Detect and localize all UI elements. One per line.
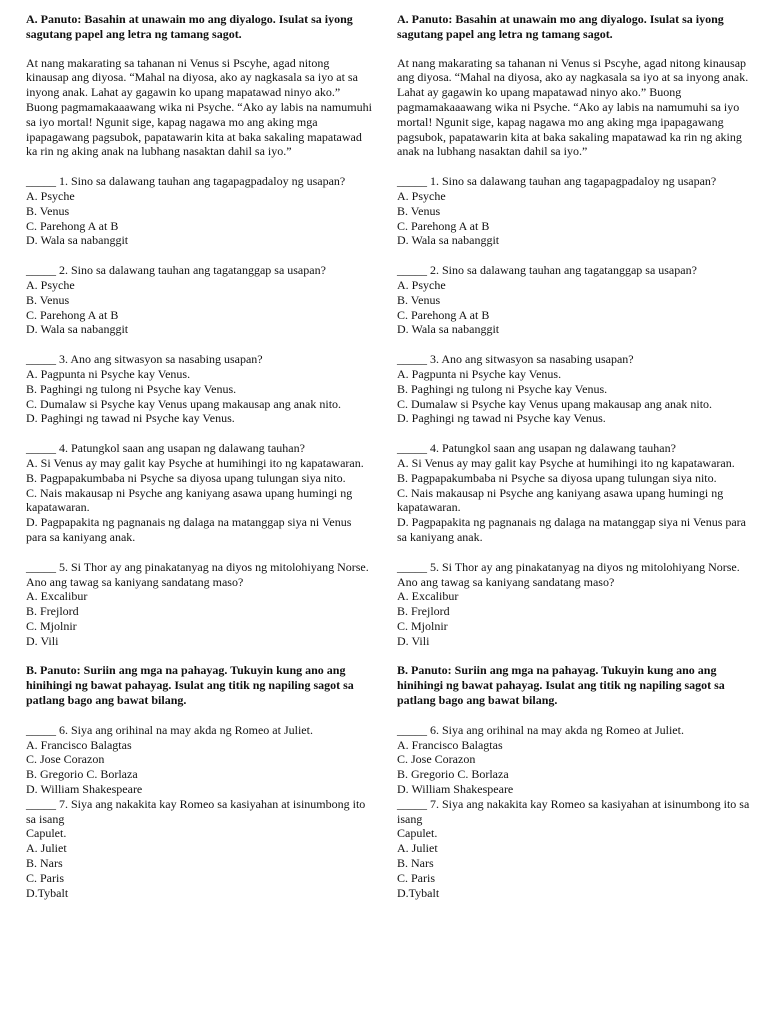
- question-7-option-a: A. Juliet: [26, 841, 67, 856]
- question-7-continuation: Capulet.: [26, 826, 67, 841]
- question-6-option-b: B. Gregorio C. Borlaza: [397, 767, 509, 782]
- question-4-option-b: B. Pagpapakumbaba ni Psyche sa diyosa upang tulungan siya nito.: [26, 470, 346, 485]
- question-1-option-a: A. Psyche: [397, 188, 446, 203]
- question-5-option-d: D. Vili: [397, 633, 430, 648]
- question-3: _____ 3. Ano ang sitwasyon sa nasabing usapan?: [26, 352, 263, 367]
- question-2-option-c: C. Parehong A at B: [26, 307, 119, 322]
- question-4-option-b: B. Pagpapakumbaba ni Psyche sa diyosa upang tulungan siya nito.: [397, 470, 717, 485]
- question-6-option-d: D. William Shakespeare: [397, 782, 514, 797]
- question-6-option-d: D. William Shakespeare: [26, 782, 143, 797]
- question-5-option-b: B. Frejlord: [397, 604, 450, 619]
- question-1: _____ 1. Sino sa dalawang tauhan ang tagapagpadaloy ng usapan?: [397, 174, 717, 189]
- worksheet-column-right: [397, 12, 755, 900]
- question-2-option-d: D. Wala sa nabanggit: [26, 322, 129, 337]
- dialogue-passage: At nang makarating sa tahanan ni Venus si Pscyhe, agad nitong kinausap ang diyosa. “Mahal na diyosa, ako ay nagkasala sa iyo at sa inyong anak. Lahat ay gagawin ko upang mapatawad ninyo ako.” Buong pagmamakaaawang wika ni Psyche. “Ako ay labis na namumuhi sa iyo mortal! Ngunit sige, kapag nagawa mo ang aking mga ipapagawang pagsubok, papatawarin kita at baka sakaling mapatawad ka rin ng aking anak na lubhang nasaktan dahil sa iyo.”: [26, 55, 372, 159]
- question-1-option-d: D. Wala sa nabanggit: [26, 233, 129, 248]
- question-2: _____ 2. Sino sa dalawang tauhan ang tagatanggap sa usapan?: [26, 263, 326, 278]
- question-6-option-a: A. Francisco Balagtas: [397, 737, 503, 752]
- question-2-option-c: C. Parehong A at B: [397, 307, 490, 322]
- question-3-option-d: D. Paghingi ng tawad ni Psyche kay Venus.: [397, 411, 606, 426]
- question-6: _____ 6. Siya ang orihinal na may akda ng Romeo at Juliet.: [397, 722, 684, 737]
- question-1-option-a: A. Psyche: [26, 188, 75, 203]
- question-7-continuation: Capulet.: [397, 826, 438, 841]
- question-3-option-b: B. Paghingi ng tulong ni Psyche kay Venus.: [26, 381, 237, 396]
- section-b-heading: B. Panuto: Suriin ang mga na pahayag. Tukuyin kung ano ang hinihingi ng bawat pahayag. Isulat ang titik ng napiling sagot sa patlang bago ang bawat bilang.: [26, 663, 354, 708]
- question-4: _____ 4. Patungkol saan ang usapan ng dalawang tauhan?: [26, 441, 305, 456]
- question-2-option-b: B. Venus: [26, 292, 70, 307]
- question-4: _____ 4. Patungkol saan ang usapan ng dalawang tauhan?: [397, 441, 676, 456]
- question-7-option-b: B. Nars: [397, 856, 434, 871]
- question-7-option-c: C. Paris: [26, 870, 65, 885]
- question-6: _____ 6. Siya ang orihinal na may akda ng Romeo at Juliet.: [26, 722, 313, 737]
- question-7-option-c: C. Paris: [397, 870, 436, 885]
- question-7-option-a: A. Juliet: [397, 841, 438, 856]
- question-2-option-d: D. Wala sa nabanggit: [397, 322, 500, 337]
- question-4-option-d: D. Pagpapakita ng pagnanais ng dalaga na matanggap siya ni Venus para sa kaniyang anak.: [397, 515, 747, 544]
- question-2-option-b: B. Venus: [397, 292, 441, 307]
- question-7-option-b: B. Nars: [26, 856, 63, 871]
- question-1-option-d: D. Wala sa nabanggit: [397, 233, 500, 248]
- question-4-option-c: C. Nais makausap ni Psyche ang kaniyang asawa upang humingi ng kapatawaran.: [26, 485, 353, 515]
- question-3: _____ 3. Ano ang sitwasyon sa nasabing usapan?: [397, 352, 634, 367]
- question-5: _____ 5. Si Thor ay ang pinakatanyag na diyos ng mitolohiyang Norse. Ano ang tawag sa kaniyang sandatang maso?: [26, 559, 369, 589]
- question-1: _____ 1. Sino sa dalawang tauhan ang tagapagpadaloy ng usapan?: [26, 174, 346, 189]
- question-2-option-a: A. Psyche: [26, 277, 75, 292]
- question-5: _____ 5. Si Thor ay ang pinakatanyag na diyos ng mitolohiyang Norse. Ano ang tawag sa kaniyang sandatang maso?: [397, 559, 740, 589]
- dialogue-passage: At nang makarating sa tahanan ni Venus si Pscyhe, agad nitong kinausap ang diyosa. “Mahal na diyosa, ako ay nagkasala sa iyo at sa inyong anak. Lahat ay gagawin ko upang mapatawad ninyo ako.” Buong pagmamakaaawang wika ni Psyche. “Ako ay labis na namumuhi sa iyo mortal! Ngunit sige, kapag nagawa mo ang aking mga ipapagawang pagsubok, papatawarin kita at baka sakaling mapatawad ka rin ng aking anak na lubhang nasaktan dahil sa iyo.”: [397, 55, 749, 159]
- question-4-option-a: A. Si Venus ay may galit kay Psyche at humihingi ito ng kapatawaran.: [397, 455, 735, 470]
- question-4-option-c: C. Nais makausap ni Psyche ang kaniyang asawa upang humingi ng kapatawaran.: [397, 485, 724, 515]
- section-a-heading: A. Panuto: Basahin at unawain mo ang diyalogo. Isulat sa iyong sagutang papel ang letra ng tamang sagot.: [397, 12, 724, 41]
- question-5-option-d: D. Vili: [26, 633, 59, 648]
- section-b-heading: B. Panuto: Suriin ang mga na pahayag. Tukuyin kung ano ang hinihingi ng bawat pahayag. Isulat ang titik ng napiling sagot sa patlang bago ang bawat bilang.: [397, 663, 725, 708]
- question-7: _____ 7. Siya ang nakakita kay Romeo sa kasiyahan at isinumbong ito sa isang: [26, 796, 366, 826]
- question-5-option-a: A. Excalibur: [26, 589, 88, 604]
- question-3-option-a: A. Pagpunta ni Psyche kay Venus.: [397, 366, 562, 381]
- question-3-option-d: D. Paghingi ng tawad ni Psyche kay Venus.: [26, 411, 235, 426]
- question-6-option-c: C. Jose Corazon: [26, 752, 105, 767]
- question-5-option-c: C. Mjolnir: [397, 618, 448, 633]
- question-5-option-c: C. Mjolnir: [26, 618, 77, 633]
- question-6-option-c: C. Jose Corazon: [397, 752, 476, 767]
- question-4-option-d: D. Pagpapakita ng pagnanais ng dalaga na matanggap siya ni Venus para sa kaniyang anak.: [26, 515, 352, 544]
- question-1-option-c: C. Parehong A at B: [397, 218, 490, 233]
- question-1-option-b: B. Venus: [397, 203, 441, 218]
- question-5-option-a: A. Excalibur: [397, 589, 459, 604]
- question-5-option-b: B. Frejlord: [26, 604, 79, 619]
- question-6-option-a: A. Francisco Balagtas: [26, 737, 132, 752]
- question-1-option-b: B. Venus: [26, 203, 70, 218]
- question-7-option-d: D.Tybalt: [397, 885, 440, 900]
- question-3-option-c: C. Dumalaw si Psyche kay Venus upang makausap ang anak nito.: [397, 396, 713, 411]
- question-1-option-c: C. Parehong A at B: [26, 218, 119, 233]
- question-4-option-a: A. Si Venus ay may galit kay Psyche at humihingi ito ng kapatawaran.: [26, 455, 364, 470]
- question-3-option-b: B. Paghingi ng tulong ni Psyche kay Venus.: [397, 381, 608, 396]
- question-7: _____ 7. Siya ang nakakita kay Romeo sa kasiyahan at isinumbong ito sa isang: [397, 796, 750, 826]
- question-2-option-a: A. Psyche: [397, 277, 446, 292]
- question-7-option-d: D.Tybalt: [26, 885, 69, 900]
- question-2: _____ 2. Sino sa dalawang tauhan ang tagatanggap sa usapan?: [397, 263, 697, 278]
- section-a-heading: A. Panuto: Basahin at unawain mo ang diyalogo. Isulat sa iyong sagutang papel ang letra ng tamang sagot.: [26, 12, 353, 41]
- question-3-option-c: C. Dumalaw si Psyche kay Venus upang makausap ang anak nito.: [26, 396, 342, 411]
- question-3-option-a: A. Pagpunta ni Psyche kay Venus.: [26, 366, 191, 381]
- question-6-option-b: B. Gregorio C. Borlaza: [26, 767, 138, 782]
- worksheet-column-left: [26, 12, 373, 900]
